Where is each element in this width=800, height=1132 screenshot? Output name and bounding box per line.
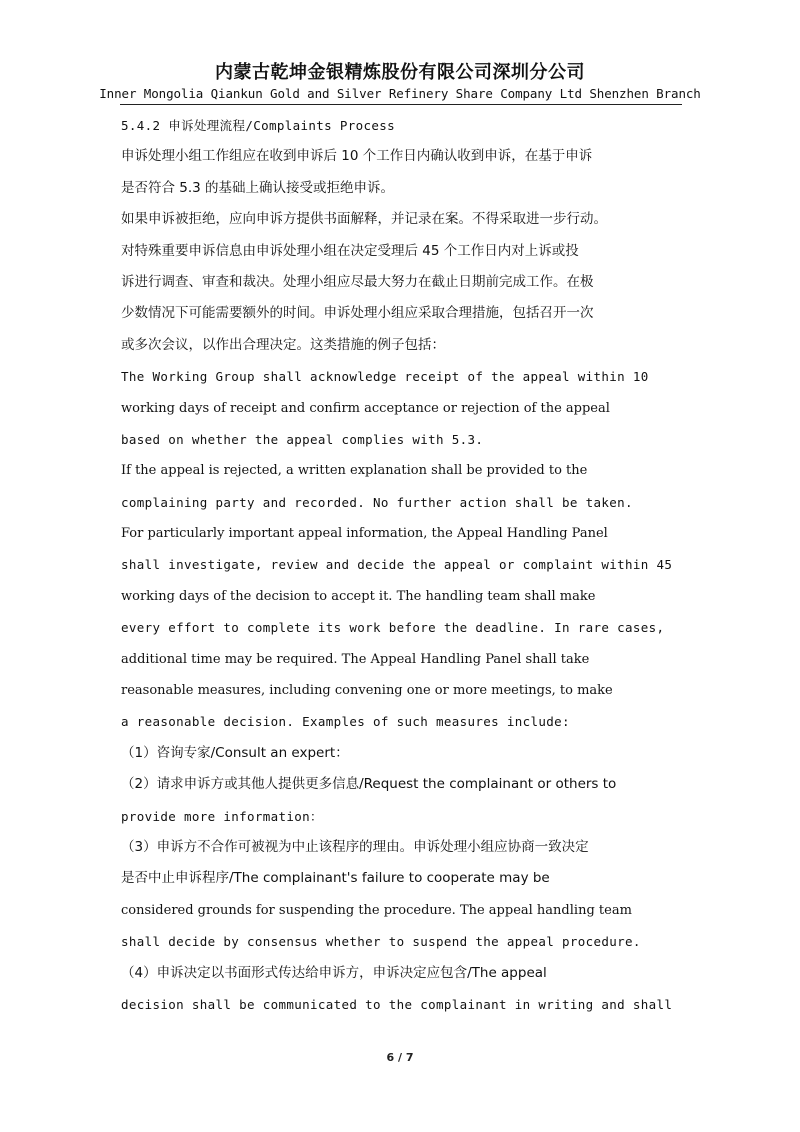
list-item-4: （4）申诉决定以书面形式传达给申诉方，申诉决定应包含/The appeal <box>121 964 547 981</box>
paragraph-line: provide more information： <box>121 808 323 824</box>
paragraph-line: 少数情况下可能需要额外的时间。申诉处理小组应采取合理措施，包括召开一次 <box>121 305 594 322</box>
paragraph-line: working days of receipt and confirm acceptance or rejection of the appeal <box>121 400 610 416</box>
company-name-cn: 内蒙古乾坤金银精炼股份有限公司深圳分公司 <box>215 62 585 83</box>
paragraph-line: 是否符合 5.3 的基础上确认接受或拒绝申诉。 <box>121 179 395 196</box>
paragraph-line: complaining party and recorded. No further action shall be taken. <box>121 494 633 510</box>
list-item-3: （3）申诉方不合作可被视为中止该程序的理由。申诉处理小组应协商一致决定 <box>121 838 589 855</box>
company-name-en: Inner Mongolia Qiankun Gold and Silver Refinery Share Company Ltd Shenzhen Branch <box>99 86 701 101</box>
paragraph-line: 申诉处理小组工作组应在收到申诉后 10 个工作日内确认收到申诉，在基于申诉 <box>121 148 593 165</box>
paragraph-line: based on whether the appeal complies with 5.3. <box>121 431 484 447</box>
document-body <box>121 110 681 1020</box>
paragraph-line: 如果申诉被拒绝，应向申诉方提供书面解释，并记录在案。不得采取进一步行动。 <box>121 211 607 228</box>
paragraph-line: 对特殊重要申诉信息由申诉处理小组在决定受理后 45 个工作日内对上诉或投 <box>121 242 579 259</box>
list-item-2: （2）请求申诉方或其他人提供更多信息/Request the complainant or others to <box>121 776 617 793</box>
paragraph-line: working days of the decision to accept it. The handling team shall make <box>121 588 596 604</box>
paragraph-line: considered grounds for suspending the procedure. The appeal handling team <box>121 902 632 918</box>
section-heading: 5.4.2 申诉处理流程/Complaints Process <box>121 118 395 133</box>
paragraph-line: 是否中止申诉程序/The complainant's failure to cooperate may be <box>121 870 550 887</box>
list-item-1: （1）咨询专家/Consult an expert： <box>121 744 349 761</box>
paragraph-line: shall investigate, review and decide the appeal or complaint within 45 <box>121 557 673 573</box>
paragraph-line: 诉进行调查、审查和裁决。处理小组应尽最大努力在截止日期前完成工作。在极 <box>121 273 594 290</box>
paragraph-line: The Working Group shall acknowledge receipt of the appeal within 10 <box>121 369 649 385</box>
paragraph-line: For particularly important appeal information, the Appeal Handling Panel <box>121 526 608 542</box>
paragraph-line: additional time may be required. The Appeal Handling Panel shall take <box>121 651 590 667</box>
paragraph-line: every effort to complete its work before the deadline. In rare cases, <box>121 620 665 636</box>
header-divider <box>120 104 682 105</box>
paragraph-line: 或多次会议，以作出合理决定。这类措施的例子包括： <box>121 336 445 353</box>
paragraph-line: reasonable measures, including convening one or more meetings, to make <box>121 683 613 699</box>
paragraph-line: a reasonable decision. Examples of such measures include: <box>121 714 570 730</box>
paragraph-line: shall decide by consensus whether to suspend the appeal procedure. <box>121 934 641 950</box>
paragraph-line: If the appeal is rejected, a written explanation shall be provided to the <box>121 463 588 479</box>
page-number: 6 / 7 <box>386 1051 414 1064</box>
paragraph-line: decision shall be communicated to the complainant in writing and shall <box>121 996 673 1012</box>
